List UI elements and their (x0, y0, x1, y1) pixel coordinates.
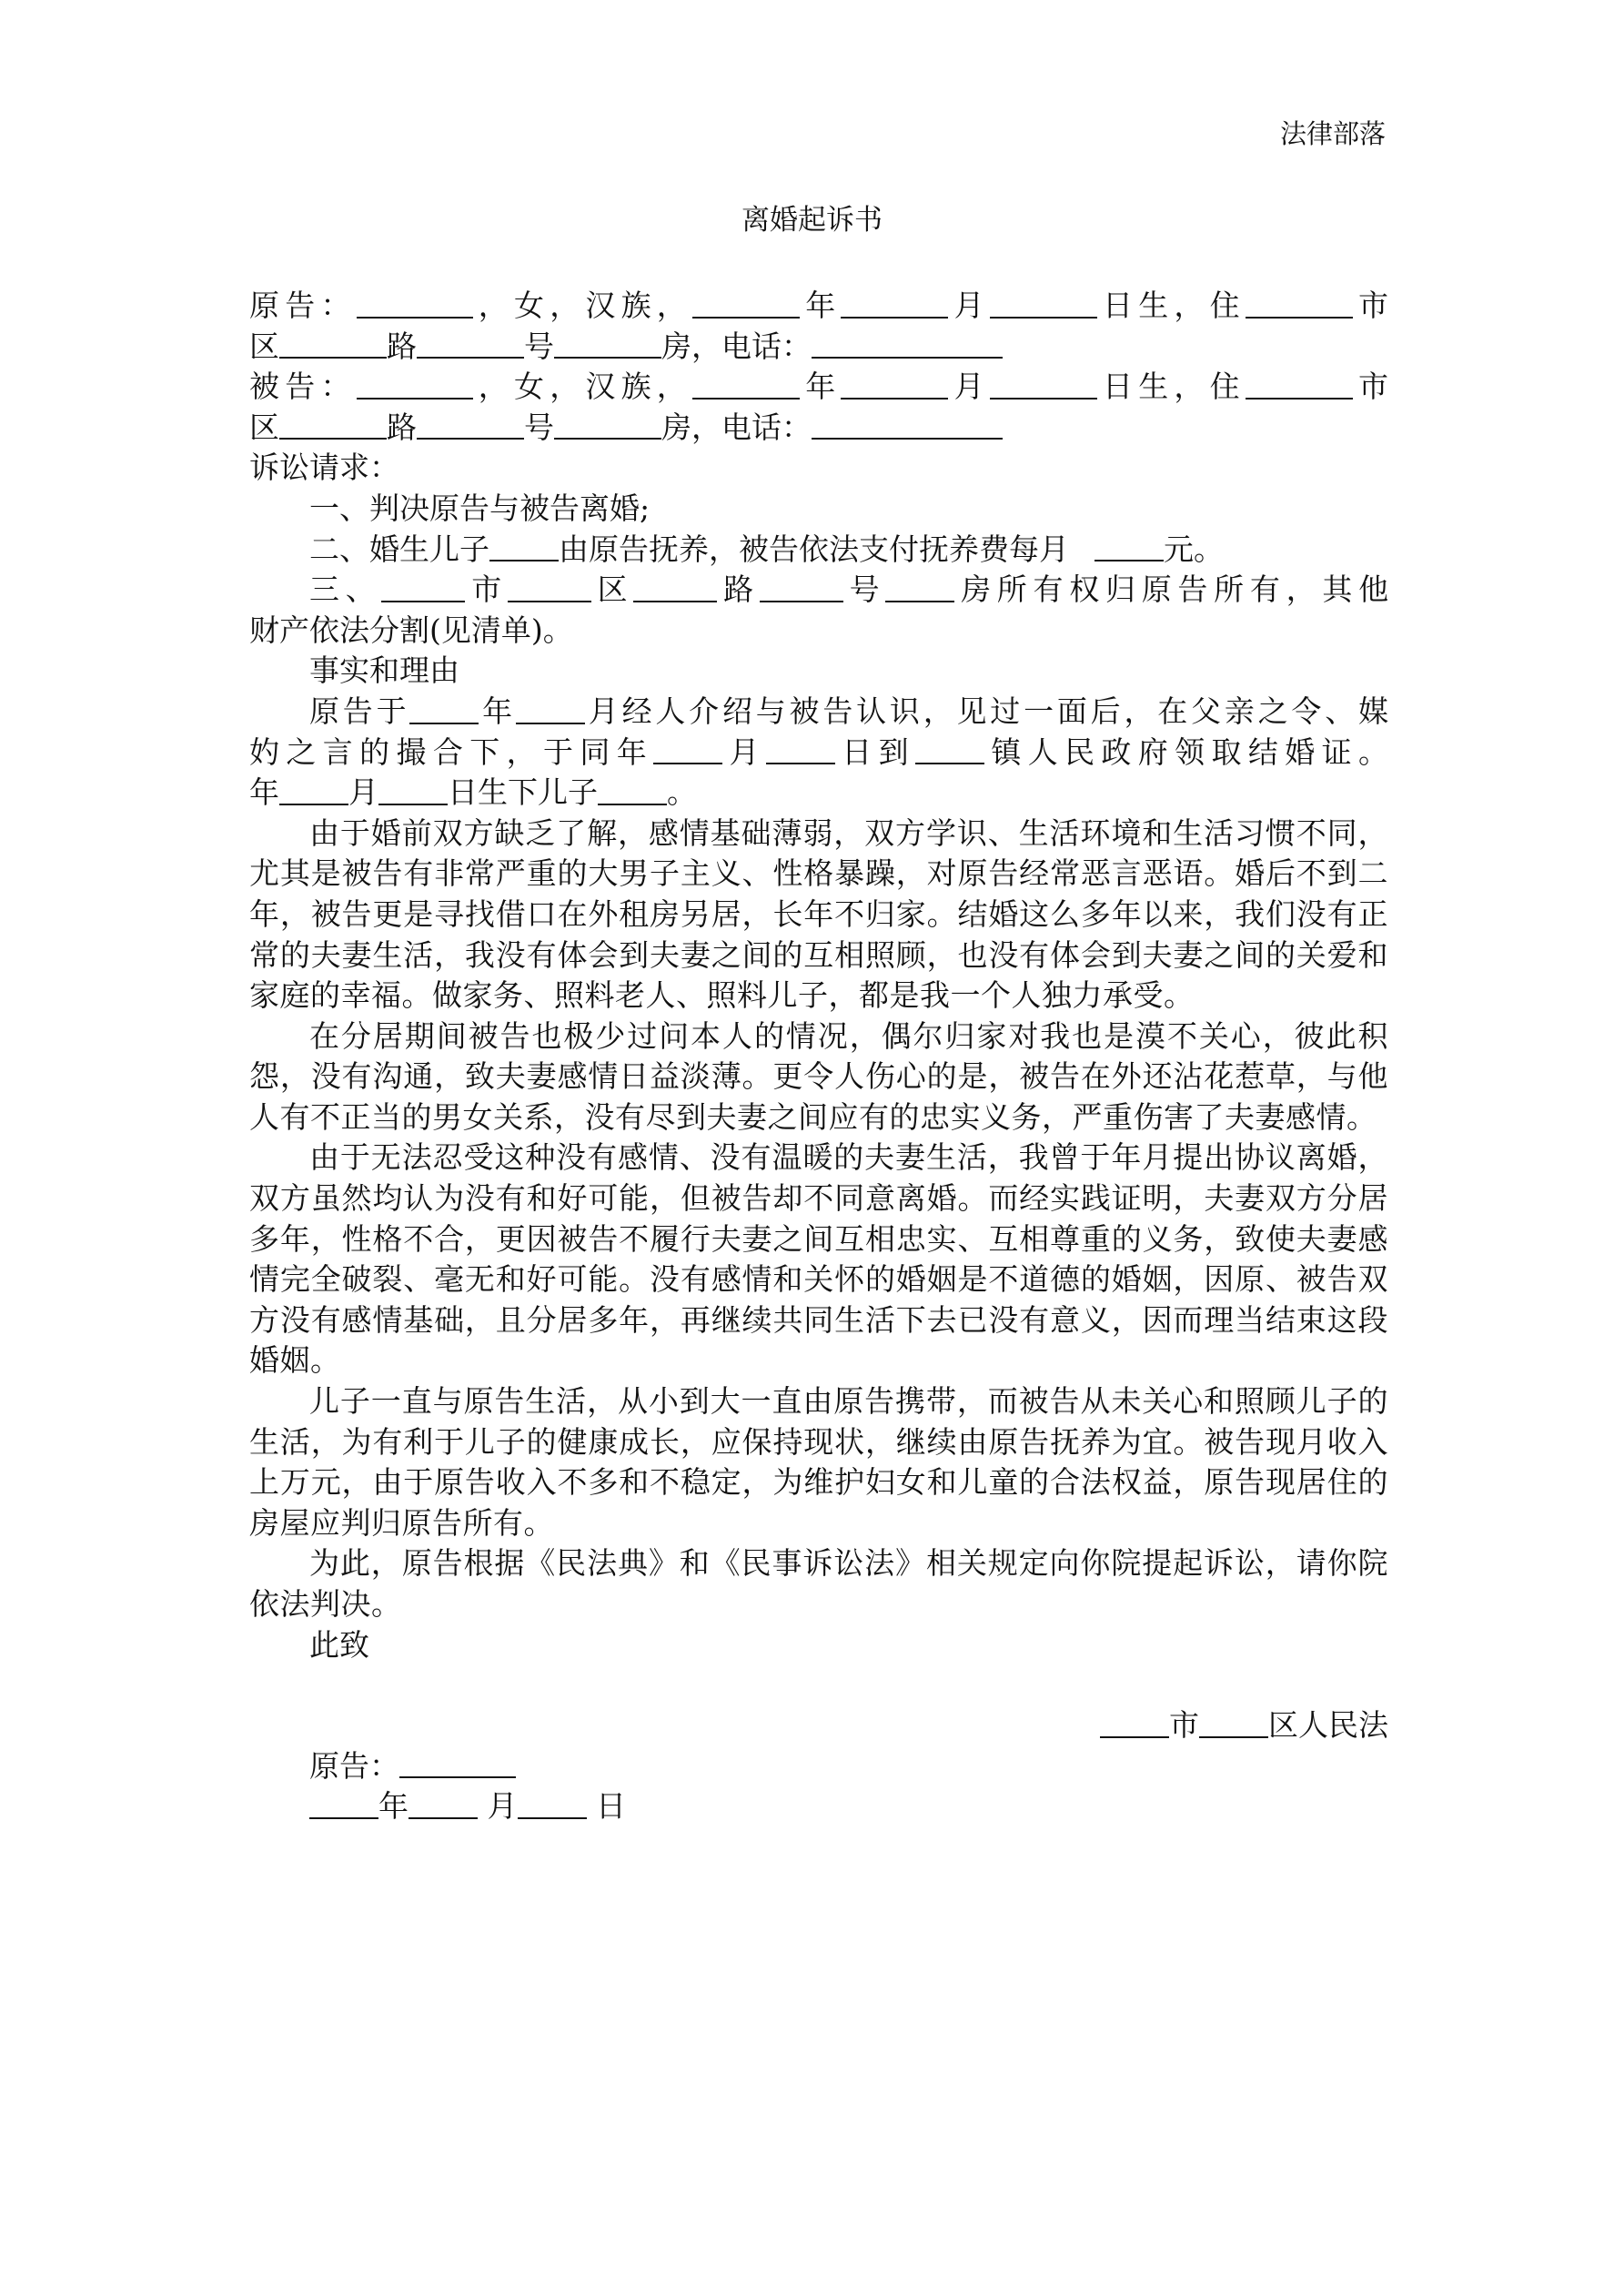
plaintiff-city-blank[interactable] (1246, 288, 1353, 318)
court-line (249, 1705, 1388, 1746)
year-label: 年 (249, 774, 279, 811)
plaintiff-birth-day-blank[interactable] (990, 288, 1097, 318)
property-road-blank[interactable] (633, 571, 717, 602)
defendant-label: 被告： (249, 369, 357, 405)
facts-p1-text-d: 镇人民政府领取结婚证。 (983, 733, 1389, 770)
defendant-road-blank[interactable] (417, 410, 524, 440)
number-label: 号 (524, 328, 554, 364)
claim-2-text-b: 由原告抚养，被告依法支付抚养费每月 (559, 531, 1069, 567)
facts-p1-line-1 (249, 692, 1388, 733)
road-label: 路 (387, 409, 417, 445)
date-day-blank[interactable] (518, 1789, 587, 1819)
son-birth-day-blank[interactable] (378, 774, 448, 804)
defendant-district-blank[interactable] (279, 410, 387, 440)
day-to-label: 日到 (834, 733, 915, 770)
claim-3-text-a: 三、 (309, 571, 382, 608)
defendant-number-blank[interactable] (554, 410, 661, 440)
day-label: 日 (596, 1788, 626, 1825)
plaintiff-district-blank[interactable] (279, 329, 387, 359)
claims-heading: 诉讼请求： (249, 450, 399, 486)
claim-3-text-b: 房所有权归原告所有，其他 (954, 571, 1389, 608)
number-label: 号 (842, 571, 886, 608)
property-number-blank[interactable] (760, 571, 843, 602)
year-label: 年 (800, 369, 842, 405)
court-city-blank[interactable] (1100, 1707, 1169, 1737)
document-title: 离婚起诉书 (741, 204, 883, 237)
signature-plaintiff-blank[interactable] (399, 1748, 516, 1778)
facts-p1-line-3 (249, 773, 1388, 814)
plaintiff-number-blank[interactable] (554, 329, 661, 359)
room-phone-label: 房，电话： (661, 328, 812, 364)
number-label: 号 (524, 409, 554, 445)
meet-year-blank[interactable] (409, 693, 479, 723)
city-label: 市 (465, 571, 508, 608)
facts-p1-text-b: 月经人介绍与被告认识，见过一面后，在父亲之令、媒 (584, 693, 1389, 729)
month-label: 月 (948, 288, 990, 323)
facts-p1-text-h: 。 (667, 774, 697, 811)
signature-plaintiff-line (249, 1746, 1388, 1787)
defendant-phone-blank[interactable] (812, 410, 1003, 440)
plaintiff-phone-blank[interactable] (812, 329, 1003, 359)
plaintiff-birth-year-blank[interactable] (692, 288, 800, 318)
property-city-blank[interactable] (381, 571, 465, 602)
district-label: 区 (249, 409, 279, 445)
plaintiff-line-2 (249, 327, 1388, 368)
property-district-blank[interactable] (508, 571, 591, 602)
facts-paragraph: 儿子一直与原告生活，从小到大一直由原告携带，而被告从未关心和照顾儿子的生活，为有利于儿子的健康成长，应保持现状，继续由原告抚养为宜。被告现月收入上万元，由于原告收入不多和不稳定，为维护妇女和儿童的合法权益，原告现居住的房屋应判归原告所有。 (249, 1383, 1388, 1541)
facts-paragraph: 在分居期间被告也极少过问本人的情况，偶尔归家对我也是漠不关心，彼此积怨，没有沟通，致夫妻感情日益淡薄。更令人伤心的是，被告在外还沾花惹草，与他人有不正当的男女关系，没有尽到夫妻之间应有的忠实义务，严重伤害了夫妻感情。 (249, 1017, 1388, 1135)
defendant-line-1 (249, 367, 1388, 408)
support-amount-blank[interactable] (1094, 531, 1164, 561)
facts-p1-line-2 (249, 733, 1388, 774)
court-district-blank[interactable] (1199, 1707, 1268, 1737)
meet-month-blank[interactable] (516, 693, 585, 723)
facts-p1-text-c: 妁之言的撮合下，于同年 (249, 733, 654, 770)
closing-salutation: 此致 (309, 1626, 369, 1663)
year-label: 年 (479, 693, 516, 729)
date-year-blank[interactable] (309, 1789, 378, 1819)
signature-date-line (249, 1786, 1388, 1827)
city-label: 市 (1352, 369, 1389, 405)
defendant-birth-year-blank[interactable] (692, 369, 800, 399)
district-label: 区 (590, 571, 634, 608)
plaintiff-line-1 (249, 286, 1388, 327)
defendant-line-2 (249, 408, 1388, 449)
claim-item-3-continued: 财产依法分割(见清单)。 (249, 612, 573, 648)
year-label: 年 (378, 1788, 409, 1825)
city-label: 市 (1169, 1707, 1199, 1744)
property-room-blank[interactable] (885, 571, 954, 602)
signature-plaintiff-label: 原告： (309, 1747, 399, 1784)
date-month-blank[interactable] (409, 1789, 478, 1819)
header-brand: 法律部落 (1279, 118, 1386, 149)
claim-item-2 (249, 530, 1388, 571)
year-label: 年 (800, 288, 842, 323)
plaintiff-road-blank[interactable] (417, 329, 524, 359)
district-label: 区 (249, 328, 279, 364)
city-label: 市 (1352, 288, 1389, 323)
claim-2-text-a: 二、婚生儿子 (309, 531, 489, 567)
claim-item-3 (249, 570, 1388, 611)
month-label: 月 (348, 774, 378, 811)
defendant-name-blank[interactable] (357, 369, 473, 399)
plaintiff-gender-ethnicity: ，女，汉族， (472, 288, 693, 323)
born-live-label: 日生，住 (1096, 288, 1246, 323)
son-name-blank-2[interactable] (598, 774, 667, 804)
plaintiff-birth-month-blank[interactable] (841, 288, 948, 318)
plaintiff-label: 原告： (249, 288, 357, 323)
town-blank[interactable] (915, 734, 984, 764)
road-label: 路 (387, 328, 417, 364)
month-label: 月 (487, 1788, 518, 1825)
facts-paragraph: 由于无法忍受这种没有感情、没有温暖的夫妻生活，我曾于年月提出协议离婚，双方虽然均认为没有和好可能，但被告却不同意离婚。而经实践证明，夫妻双方分居多年，性格不合，更因被告不履行夫妻之间互相忠实、互相尊重的义务，致使夫妻感情完全破裂、毫无和好可能。没有感情和关怀的婚姻是不道德的婚姻，因原、被告双方没有感情基础，且分居多年，再继续共同生活下去已没有意义，因而理当结束这段婚姻。 (249, 1139, 1388, 1379)
defendant-birth-day-blank[interactable] (990, 369, 1097, 399)
document-body (249, 286, 1388, 1827)
facts-p1-text-a: 原告于 (309, 693, 410, 729)
defendant-gender-ethnicity: ，女，汉族， (472, 369, 693, 405)
facts-paragraph: 由于婚前双方缺乏了解，感情基础薄弱，双方学识、生活环境和生活习惯不同，尤其是被告有非常严重的大男子主义、性格暴躁，对原告经常恶言恶语。婚后不到二年，被告更是寻找借口在外租房另居，长年不归家。结婚这么多年以来，我们没有正常的夫妻生活，我没有体会到夫妻之间的互相照顾，也没有体会到夫妻之间的关爱和家庭的幸福。做家务、照料老人、照料儿子，都是我一个人独力承受。 (249, 814, 1388, 1014)
month-label: 月 (722, 733, 766, 770)
son-birth-month-blank[interactable] (279, 774, 348, 804)
plaintiff-name-blank[interactable] (357, 288, 473, 318)
defendant-city-blank[interactable] (1246, 369, 1353, 399)
facts-heading: 事实和理由 (309, 652, 459, 689)
facts-p1-text-g: 日生下儿子 (448, 774, 598, 811)
month-label: 月 (948, 369, 990, 405)
marriage-month-blank[interactable] (653, 734, 722, 764)
road-label: 路 (717, 571, 760, 608)
defendant-birth-month-blank[interactable] (841, 369, 948, 399)
marriage-day-blank[interactable] (766, 734, 835, 764)
facts-paragraph: 为此，原告根据《民法典》和《民事诉讼法》相关规定向你院提起诉讼，请你院依法判决。 (249, 1545, 1388, 1622)
court-name-label: 区人民法 (1268, 1707, 1388, 1744)
son-name-blank[interactable] (489, 531, 559, 561)
claim-item-1: 一、判决原告与被告离婚; (309, 490, 651, 526)
claim-2-text-c: 元。 (1164, 531, 1224, 567)
born-live-label: 日生，住 (1096, 369, 1246, 405)
room-phone-label: 房，电话： (661, 409, 812, 445)
